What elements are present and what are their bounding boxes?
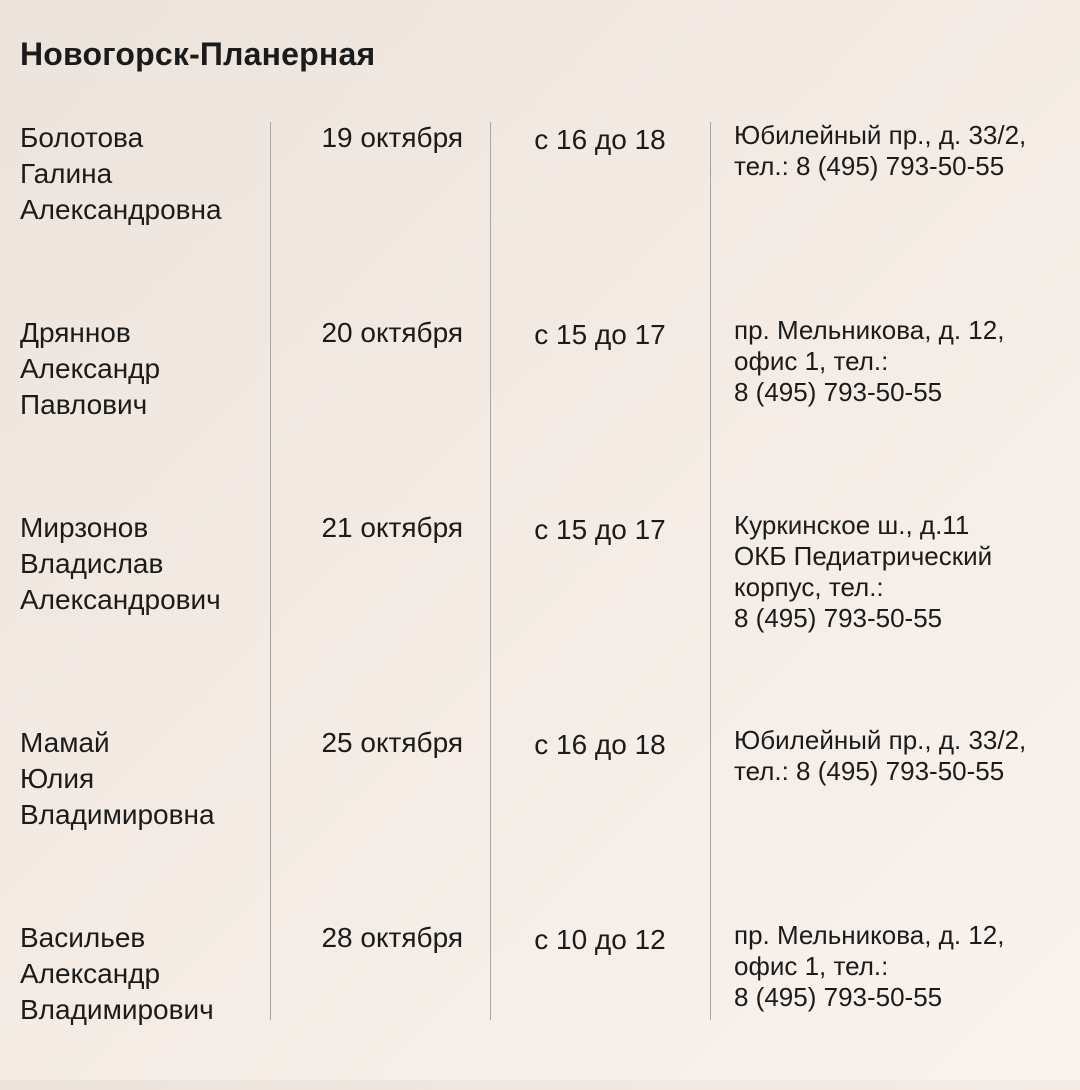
person-name bbox=[20, 315, 265, 423]
address-line: тел.: 8 (495) 793-50-55 bbox=[734, 756, 1005, 786]
name-line: Мамай bbox=[20, 727, 110, 758]
name-line: Александр bbox=[20, 958, 161, 989]
address-line: офис 1, тел.: bbox=[734, 346, 889, 376]
reception-address bbox=[734, 510, 1074, 634]
name-line: Владислав bbox=[20, 548, 164, 579]
reception-date: 19 октября bbox=[321, 122, 463, 153]
person-name bbox=[20, 120, 265, 228]
name-line: Владимировна bbox=[20, 799, 215, 830]
name-line: Юлия bbox=[20, 763, 95, 794]
address-line: Юбилейный пр., д. 33/2, bbox=[734, 725, 1027, 755]
reception-time: с 15 до 17 bbox=[534, 514, 666, 545]
schedule-row bbox=[0, 120, 1080, 290]
schedule-row bbox=[0, 510, 1080, 680]
schedule-row bbox=[0, 725, 1080, 895]
address-line: Куркинское ш., д.11 bbox=[734, 510, 970, 540]
name-line: Владимирович bbox=[20, 994, 214, 1025]
reception-address bbox=[734, 725, 1074, 787]
reception-time: с 16 до 18 bbox=[534, 124, 666, 155]
reception-time: с 10 до 12 bbox=[534, 924, 666, 955]
name-line: Галина bbox=[20, 158, 113, 189]
reception-address bbox=[734, 920, 1074, 1013]
schedule-row bbox=[0, 920, 1080, 1090]
schedule-row bbox=[0, 315, 1080, 485]
name-line: Болотова bbox=[20, 122, 144, 153]
reception-date: 28 октября bbox=[321, 922, 463, 953]
reception-date: 25 октября bbox=[321, 727, 463, 758]
name-line: Александровна bbox=[20, 194, 222, 225]
person-name bbox=[20, 725, 265, 833]
name-line: Васильев bbox=[20, 922, 146, 953]
reception-address bbox=[734, 120, 1074, 182]
person-name bbox=[20, 920, 265, 1028]
person-name bbox=[20, 510, 265, 618]
address-line: офис 1, тел.: bbox=[734, 951, 889, 981]
address-line: корпус, тел.: bbox=[734, 572, 884, 602]
reception-time: с 15 до 17 bbox=[534, 319, 666, 350]
address-line: 8 (495) 793-50-55 bbox=[734, 603, 943, 633]
reception-address bbox=[734, 315, 1074, 408]
reception-time: с 16 до 18 bbox=[534, 729, 666, 760]
name-line: Мирзонов bbox=[20, 512, 149, 543]
address-line: ОКБ Педиатрический bbox=[734, 541, 993, 571]
name-line: Александр bbox=[20, 353, 161, 384]
address-line: пр. Мельникова, д. 12, bbox=[734, 315, 1005, 345]
reception-date: 21 октября bbox=[321, 512, 463, 543]
reception-date: 20 октября bbox=[321, 317, 463, 348]
address-line: 8 (495) 793-50-55 bbox=[734, 377, 943, 407]
name-line: Дряннов bbox=[20, 317, 131, 348]
name-line: Александрович bbox=[20, 584, 221, 615]
name-line: Павлович bbox=[20, 389, 148, 420]
address-line: Юбилейный пр., д. 33/2, bbox=[734, 120, 1027, 150]
address-line: пр. Мельникова, д. 12, bbox=[734, 920, 1005, 950]
page-title: Новогорск-Планерная bbox=[20, 36, 376, 72]
address-line: 8 (495) 793-50-55 bbox=[734, 982, 943, 1012]
address-line: тел.: 8 (495) 793-50-55 bbox=[734, 151, 1005, 181]
